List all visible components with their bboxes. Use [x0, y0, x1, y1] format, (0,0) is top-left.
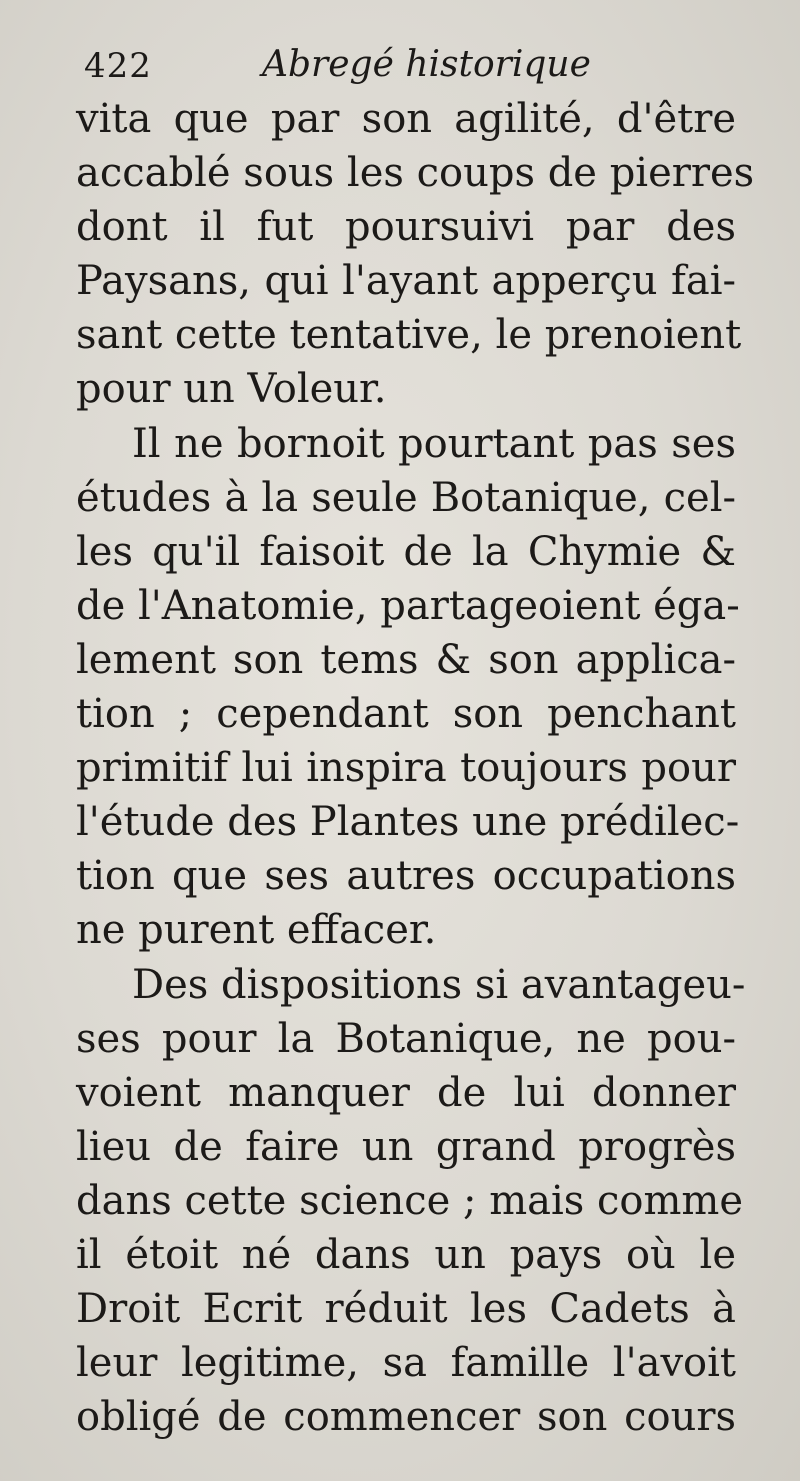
text-line: accablé sous les coups de pierres [76, 150, 755, 197]
page-header [84, 40, 724, 90]
text-line: voient manquer de lui donner [76, 1069, 736, 1116]
text-line: primitif lui inspira toujours pour [76, 745, 736, 792]
text-line: pour un Voleur. [76, 366, 387, 413]
body-text [76, 92, 755, 1444]
text-line: Droit Ecrit réduit les Cadets à [76, 1286, 736, 1333]
text-line: de l'Anatomie, partageoient éga- [76, 582, 740, 629]
text-line: tion que ses autres occupations [76, 853, 736, 900]
text-line: Des dispositions si avantageu- [132, 961, 746, 1008]
text-line: il étoit né dans un pays où le [76, 1231, 736, 1278]
text-line: ses pour la Botanique, ne pou- [76, 1015, 736, 1062]
text-line: les qu'il faisoit de la Chymie & [76, 528, 736, 575]
text-line: leur legitime, sa famille l'avoit [76, 1340, 736, 1387]
text-line: ne purent effacer. [76, 907, 437, 954]
text-line: obligé de commencer son cours [76, 1394, 736, 1441]
text-line: Il ne bornoit pourtant pas ses [132, 420, 736, 467]
text-line: lieu de faire un grand progrès [76, 1123, 736, 1170]
text-line: sant cette tentative, le prenoient [76, 312, 742, 359]
text-line: dans cette science ; mais comme [76, 1177, 744, 1224]
text-line: dont il fut poursuivi par des [76, 204, 736, 251]
text-line: tion ; cependant son penchant [76, 691, 736, 738]
text-line: l'étude des Plantes une prédilec- [76, 799, 740, 846]
text-line: Paysans, qui l'ayant apperçu fai- [76, 258, 736, 305]
text-line: études à la seule Botanique, cel- [76, 474, 736, 521]
text-line: vita que par son agilité, d'être [76, 96, 736, 142]
running-head: Abregé historique [262, 44, 591, 85]
text-line: lement son tems & son applica- [76, 636, 736, 683]
page-number: 422 [84, 46, 152, 86]
